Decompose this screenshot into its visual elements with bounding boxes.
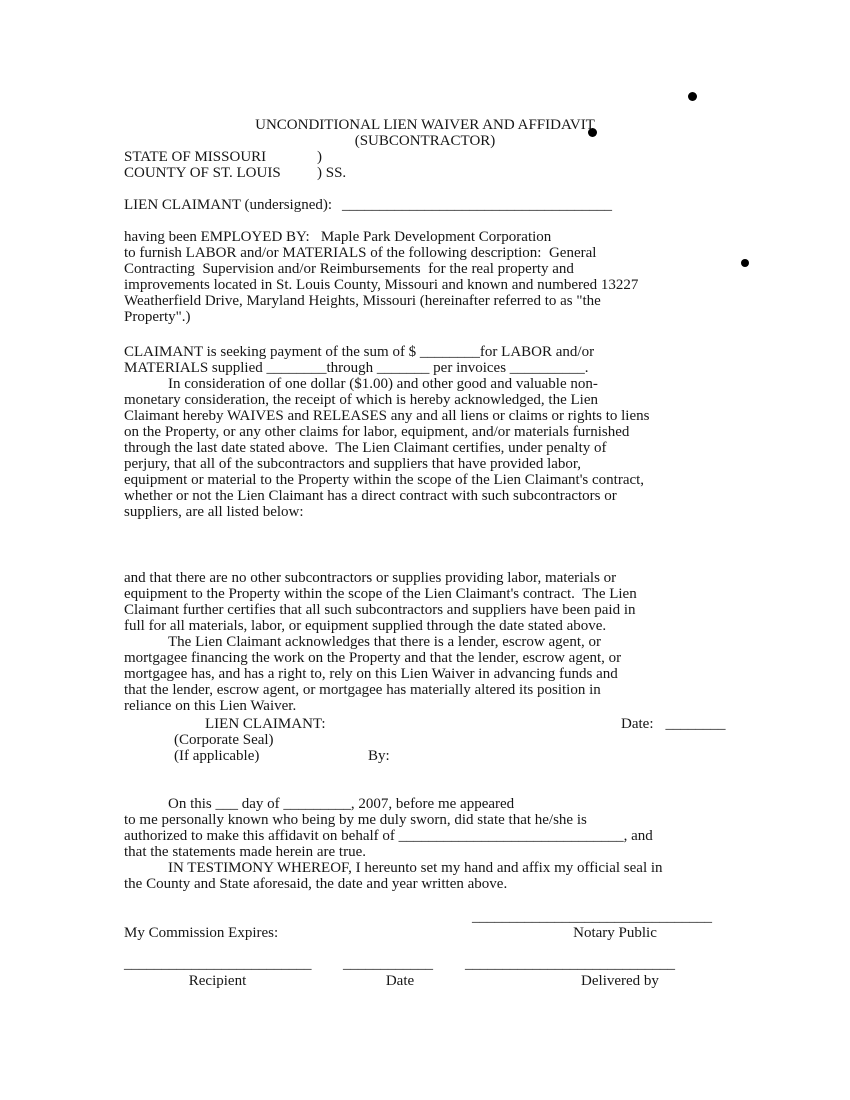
- state-paren: ): [317, 149, 322, 165]
- corporate-seal-label: (Corporate Seal): [174, 732, 274, 748]
- delivered-by-blank: ____________________________: [465, 956, 675, 972]
- corporate-seal-line: [124, 732, 734, 748]
- text-line: equipment or material to the Property within the scope of the Lien Claimant's contract,: [124, 472, 645, 488]
- text-line: authorized to make this affidavit on behalf of ______________________________, and: [124, 828, 653, 844]
- jurisdiction-block: [124, 149, 346, 181]
- state-line: [124, 149, 346, 165]
- by-label: By:: [368, 748, 390, 764]
- text-line: through the last date stated above. The Lien Claimant certifies, under penalty of: [124, 440, 607, 456]
- recipient-label: Recipient: [188, 973, 247, 989]
- lien-claimant-signature-label: LIEN CLAIMANT:: [205, 716, 326, 732]
- text-line: CLAIMANT is seeking payment of the sum of $ ________for LABOR and/or: [124, 344, 595, 360]
- notary-public-label: Notary Public: [573, 925, 657, 941]
- delivered-by-label: Delivered by: [581, 973, 659, 989]
- lien-claimant-blank: ____________________________________: [342, 197, 613, 213]
- if-applicable-line: [124, 748, 734, 764]
- text-line: monetary consideration, the receipt of which is hereby acknowledged, the Lien: [124, 392, 598, 408]
- text-line: MATERIALS supplied ________through _______ per invoices __________.: [124, 360, 589, 376]
- signature-block: [124, 716, 734, 764]
- text-line: On this ___ day of _________, 2007, before me appeared: [168, 796, 515, 812]
- text-line: having been EMPLOYED BY: Maple Park Development Corporation: [124, 229, 552, 245]
- date-column-label: Date: [385, 973, 415, 989]
- notary-signature-blank: ________________________________: [472, 909, 712, 925]
- notary-paragraph: [124, 796, 663, 892]
- text-line: The Lien Claimant acknowledges that there is a lender, escrow agent, or: [168, 634, 601, 650]
- text-line: Claimant hereby WAIVES and RELEASES any and all liens or claims or rights to liens: [124, 408, 650, 424]
- claim-waiver-paragraph: [124, 344, 649, 520]
- text-line: reliance on this Lien Waiver.: [124, 698, 297, 714]
- text-line: mortgagee financing the work on the Property and that the lender, escrow agent, or: [124, 650, 622, 666]
- text-line: that the statements made herein are true.: [124, 844, 366, 860]
- county-line: [124, 165, 346, 181]
- text-line: that the lender, escrow agent, or mortgagee has materially altered its position in: [124, 682, 601, 698]
- notary-labels-row: [124, 925, 734, 941]
- text-line: full for all materials, labor, or equipment supplied through the date stated above.: [124, 618, 607, 634]
- state-label: STATE OF MISSOURI: [124, 149, 267, 165]
- text-line: and that there are no other subcontractors or supplies providing labor, materials or: [124, 570, 617, 586]
- scan-dot-icon: [741, 259, 749, 267]
- certification-paragraph: [124, 570, 637, 714]
- text-line: In consideration of one dollar ($1.00) and other good and valuable non-: [168, 376, 598, 392]
- lien-claimant-label: LIEN CLAIMANT (undersigned):: [124, 197, 333, 213]
- document-title: [0, 117, 850, 149]
- recipient-blank: _________________________: [124, 956, 312, 972]
- county-label: COUNTY OF ST. LOUIS: [124, 165, 281, 181]
- employment-paragraph: [124, 229, 638, 325]
- text-line: the County and State aforesaid, the date and year written above.: [124, 876, 508, 892]
- title-line-1: UNCONDITIONAL LIEN WAIVER AND AFFIDAVIT: [255, 117, 595, 133]
- text-line: on the Property, or any other claims for labor, equipment, and/or materials furnished: [124, 424, 630, 440]
- bottom-labels-row: [124, 973, 734, 989]
- text-line: Property".): [124, 309, 191, 325]
- scan-dot-icon: [688, 92, 697, 101]
- text-line: mortgagee has, and has a right to, rely on this Lien Waiver in advancing funds and: [124, 666, 618, 682]
- text-line: Weatherfield Drive, Maryland Heights, Missouri (hereinafter referred to as "the: [124, 293, 601, 309]
- county-paren: ) SS.: [317, 165, 347, 181]
- notary-signature-line: [472, 909, 712, 925]
- text-line: IN TESTIMONY WHEREOF, I hereunto set my hand and affix my official seal in: [168, 860, 663, 876]
- text-line: Claimant further certifies that all such subcontractors and suppliers have been paid in: [124, 602, 636, 618]
- text-line: Contracting Supervision and/or Reimbursements for the real property and: [124, 261, 574, 277]
- if-applicable-label: (If applicable): [174, 748, 260, 764]
- bottom-lines-row: [124, 956, 734, 972]
- title-line-2: (SUBCONTRACTOR): [354, 133, 496, 149]
- text-line: whether or not the Lien Claimant has a direct contract with such subcontractors or: [124, 488, 617, 504]
- text-line: to me personally known who being by me duly sworn, did state that he/she is: [124, 812, 587, 828]
- text-line: equipment to the Property within the scope of the Lien Claimant's contract. The Lien: [124, 586, 637, 602]
- text-line: improvements located in St. Louis County, Missouri and known and numbered 13227: [124, 277, 639, 293]
- date-blank: ________: [665, 716, 726, 732]
- signature-line: [124, 716, 734, 732]
- text-line: perjury, that all of the subcontractors and suppliers that have provided labor,: [124, 456, 582, 472]
- date-blank: ____________: [343, 956, 433, 972]
- commission-expires-label: My Commission Expires:: [124, 925, 279, 941]
- date-label: Date:: [621, 716, 654, 732]
- text-line: suppliers, are all listed below:: [124, 504, 304, 520]
- date-field: [621, 716, 725, 732]
- lien-claimant-line: [124, 197, 612, 213]
- text-line: to furnish LABOR and/or MATERIALS of the following description: General: [124, 245, 597, 261]
